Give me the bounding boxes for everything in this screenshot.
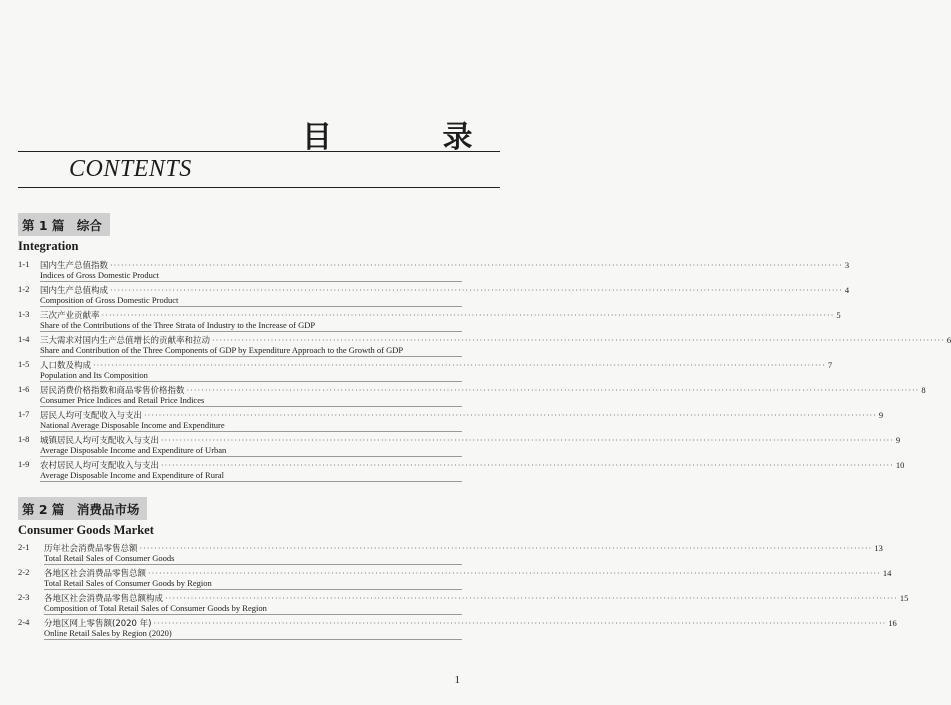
section-heading-en: Consumer Goods Market — [18, 523, 154, 537]
toc-entry[interactable] — [18, 334, 951, 359]
page-title-english: CONTENTS — [69, 156, 192, 182]
entry-title-cn: 三大需求对国内生产总值增长的贡献率和拉动 — [40, 336, 211, 346]
entry-underline — [40, 356, 462, 357]
entry-number: 1-2 — [18, 284, 30, 294]
entry-number: 2-1 — [18, 542, 30, 552]
entry-page-number: 14 — [882, 568, 892, 578]
toc-entry[interactable] — [18, 384, 926, 409]
entry-page-number: 10 — [895, 460, 905, 470]
entry-number: 1-3 — [18, 309, 30, 319]
entry-page-number: 4 — [844, 285, 850, 295]
toc-entry[interactable] — [18, 542, 883, 567]
entry-title-en: National Average Disposable Income and Expenditure — [40, 420, 225, 430]
entry-title-en: Consumer Price Indices and Retail Price Indices — [40, 395, 205, 405]
entry-title-en: Composition of Gross Domestic Product — [40, 295, 179, 305]
entry-title-cn: 居民消费价格指数和商品零售价格指数 — [40, 386, 185, 396]
entry-number: 1-6 — [18, 384, 30, 394]
title-bottom-rule — [18, 187, 500, 188]
entry-underline — [40, 306, 462, 307]
entry-title-cn: 国内生产总值指数 — [40, 261, 109, 271]
entry-underline — [40, 406, 462, 407]
entry-page-number: 6 — [946, 335, 951, 345]
toc-entry[interactable] — [18, 359, 833, 384]
toc-entry[interactable] — [18, 459, 905, 484]
toc-entry[interactable] — [18, 284, 850, 309]
leader-dots: ········································································································································································································ — [148, 569, 881, 578]
entry-page-number: 16 — [888, 618, 897, 628]
entry-title-cn: 居民人均可支配收入与支出 — [40, 411, 143, 421]
page-title-chinese: 目 录 — [302, 120, 523, 155]
entry-number: 2-3 — [18, 592, 30, 602]
entry-title-cn: 农村居民人均可支配收入与支出 — [40, 461, 160, 471]
entry-underline — [40, 481, 462, 482]
leader-dots: ········································································································································································································ — [186, 386, 920, 395]
section-1-header — [18, 213, 110, 254]
entry-title-en: Online Retail Sales by Region (2020) — [44, 628, 172, 638]
entry-underline — [44, 589, 462, 590]
entry-page-number: 13 — [874, 543, 883, 553]
entry-title-cn: 三次产业贡献率 — [40, 311, 100, 321]
entry-title-cn: 历年社会消费品零售总额 — [44, 544, 138, 554]
entry-number: 1-9 — [18, 459, 30, 469]
leader-dots: ········································································································································································································ — [161, 436, 894, 445]
section-heading-en: Integration — [18, 239, 79, 253]
section-2-header — [18, 497, 154, 538]
leader-dots: ········································································································································································································ — [93, 361, 826, 370]
entry-page-number: 7 — [827, 360, 833, 370]
toc-entry[interactable] — [18, 309, 841, 334]
toc-entry[interactable] — [18, 617, 897, 642]
leader-dots: ········································································································································································································ — [153, 619, 887, 628]
entry-title-en: Population and Its Composition — [40, 370, 148, 380]
entry-title-en: Share of the Contributions of the Three Strata of Industry to the Increase of GDP — [40, 320, 316, 330]
entry-title-cn: 分地区网上零售额(2020 年) — [44, 619, 152, 629]
leader-dots: ········································································································································································································ — [165, 594, 898, 603]
entry-underline — [44, 639, 462, 640]
entry-title-cn: 各地区社会消费品零售总额 — [44, 569, 147, 579]
entry-underline — [40, 281, 462, 282]
section-1-entries — [18, 259, 951, 484]
entry-underline — [40, 431, 462, 432]
toc-entry[interactable] — [18, 409, 884, 434]
entry-title-cn: 国内生产总值构成 — [40, 286, 109, 296]
entry-number: 2-2 — [18, 567, 30, 577]
toc-entry[interactable] — [18, 567, 892, 592]
toc-entry[interactable] — [18, 592, 909, 617]
section-heading-cn: 第 1 篇 综合 — [18, 213, 110, 236]
entry-title-cn: 各地区社会消费品零售总额构成 — [44, 594, 164, 604]
entry-number: 1-5 — [18, 359, 30, 369]
leader-dots: ········································································································································································································ — [110, 286, 843, 295]
entry-title-cn: 人口数及构成 — [40, 361, 92, 371]
leader-dots: ········································································································································································································ — [161, 461, 894, 470]
entry-number: 1-8 — [18, 434, 30, 444]
entry-page-number: 3 — [844, 260, 850, 270]
entry-underline — [40, 381, 462, 382]
entry-title-en: Average Disposable Income and Expenditure of Rural — [40, 470, 224, 480]
toc-entry[interactable] — [18, 434, 901, 459]
entry-title-cn: 城镇居民人均可支配收入与支出 — [40, 436, 160, 446]
section-2-entries — [18, 542, 909, 642]
entry-number: 2-4 — [18, 617, 30, 627]
entry-title-en: Share and Contribution of the Three Components of GDP by Expenditure Approach to the Growth of GDP — [40, 345, 404, 355]
entry-underline — [40, 456, 462, 457]
leader-dots: ········································································································································································································ — [110, 261, 843, 270]
entry-title-en: Composition of Total Retail Sales of Consumer Goods by Region — [44, 603, 267, 613]
entry-title-en: Total Retail Sales of Consumer Goods by Region — [44, 578, 212, 588]
entry-page-number: 15 — [899, 593, 909, 603]
entry-page-number: 5 — [836, 310, 841, 320]
leader-dots: ········································································································································································································ — [101, 311, 835, 320]
entry-underline — [44, 564, 462, 565]
entry-number: 1-1 — [18, 259, 30, 269]
leader-dots: ········································································································································································································ — [144, 411, 877, 420]
toc-entry[interactable] — [18, 259, 850, 284]
entry-title-en: Average Disposable Income and Expenditure of Urban — [40, 445, 227, 455]
leader-dots: ········································································································································································································ — [139, 544, 873, 553]
section-heading-cn: 第 2 篇 消费品市场 — [18, 497, 147, 520]
entry-page-number: 9 — [895, 435, 901, 445]
entry-page-number: 9 — [878, 410, 884, 420]
entry-title-en: Indices of Gross Domestic Product — [40, 270, 159, 280]
entry-underline — [40, 331, 462, 332]
entry-underline — [44, 614, 462, 615]
leader-dots: ········································································································································································································ — [212, 336, 945, 345]
entry-number: 1-7 — [18, 409, 30, 419]
entry-page-number: 8 — [921, 385, 926, 395]
entry-number: 1-4 — [18, 334, 30, 344]
title-top-rule — [18, 151, 500, 152]
entry-title-en: Total Retail Sales of Consumer Goods — [44, 553, 175, 563]
page-number: 1 — [454, 674, 460, 686]
